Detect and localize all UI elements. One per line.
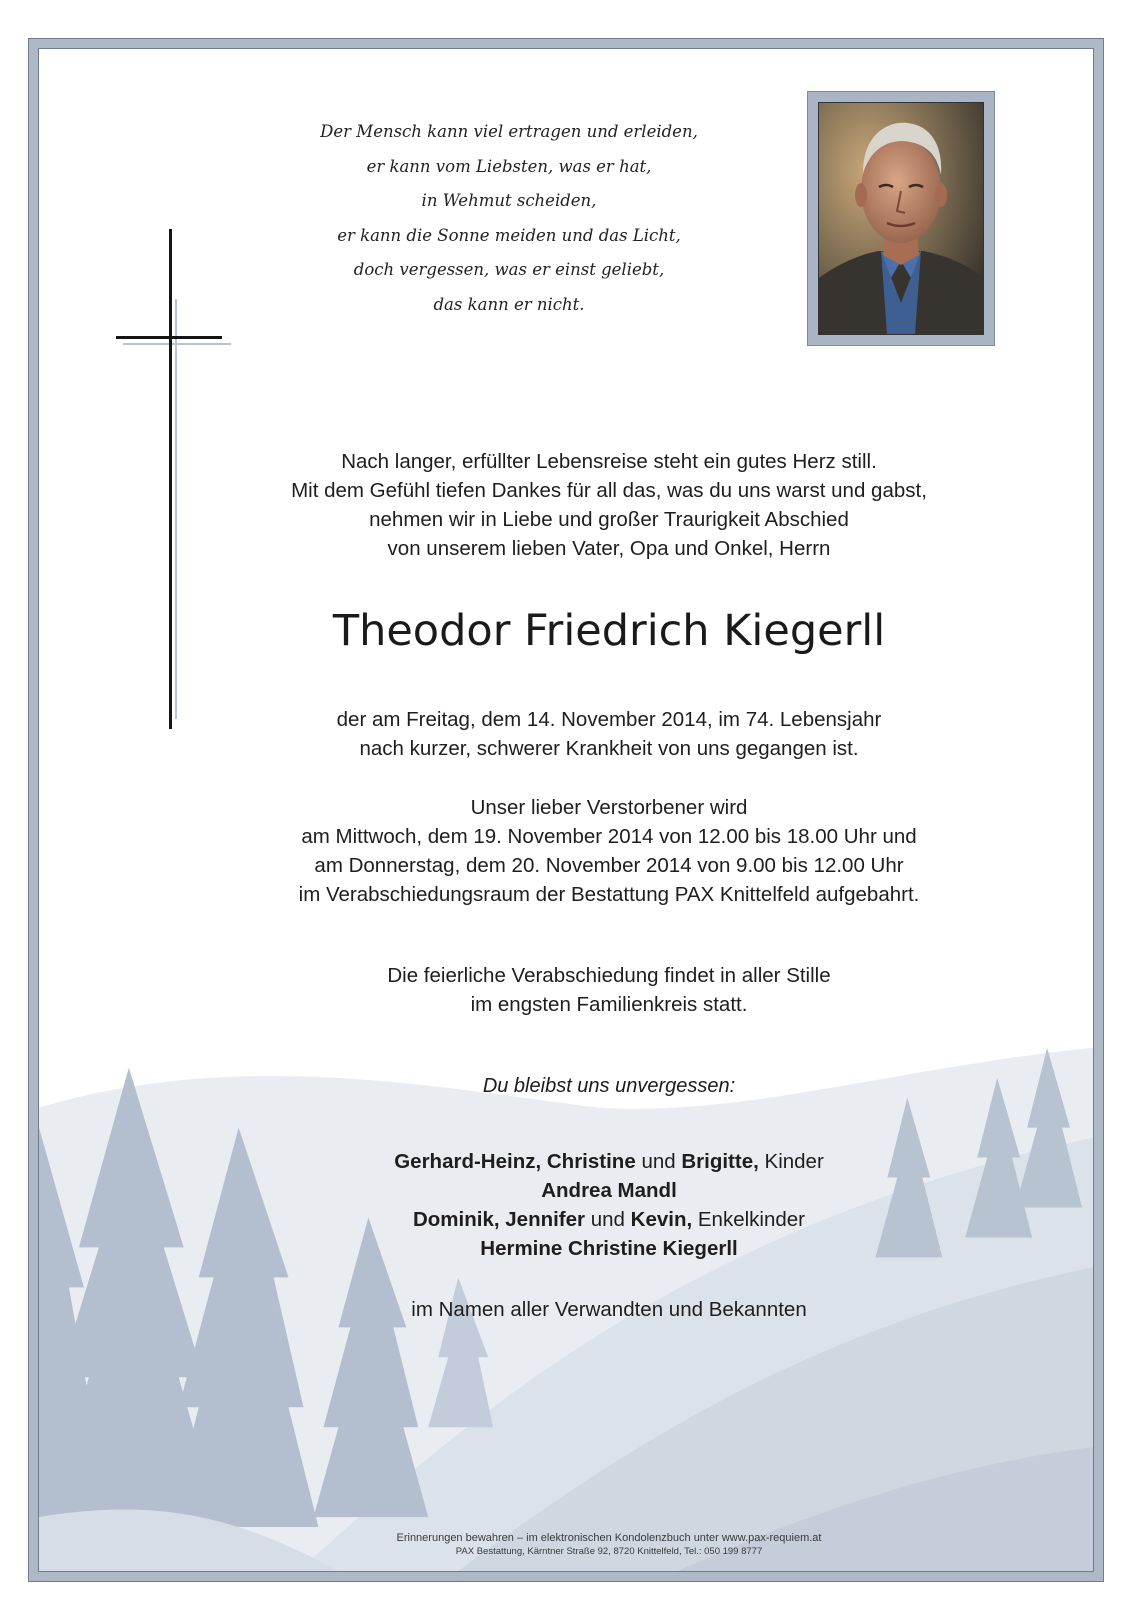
footer-condolence-link[interactable]: Erinnerungen bewahren – im elektronischen Kondolenzbuch unter www.pax-requiem.at xyxy=(396,1532,822,1544)
cross-shadow-horizontal xyxy=(123,343,231,345)
death-line: der am Freitag, dem 14. November 2014, im 74. Lebensjahr xyxy=(336,708,882,731)
viewing-line: am Mittwoch, dem 19. November 2014 von 12.00 bis 18.00 Uhr und xyxy=(301,825,917,848)
cross-icon-vertical xyxy=(169,229,172,729)
mourners-row xyxy=(209,1176,1009,1205)
intro-line: Nach langer, erfüllter Lebensreise steht ein gutes Herz still. xyxy=(341,450,877,473)
intro-line: nehmen wir in Liebe und großer Traurigkeit Abschied xyxy=(369,508,849,531)
footer xyxy=(209,1531,1009,1558)
mourner-name: Jennifer xyxy=(505,1208,586,1231)
farewell-line: Die feierliche Verabschiedung findet in aller Stille xyxy=(387,964,831,987)
poem-line: in Wehmut scheiden, xyxy=(421,191,597,210)
viewing-line: im Verabschiedungsraum der Bestattung PAX Knittelfeld aufgebahrt. xyxy=(298,883,920,906)
death-line: nach kurzer, schwerer Krankheit von uns gegangen ist. xyxy=(359,737,859,760)
mourners-list xyxy=(209,1147,1009,1263)
mourner-name: Kevin, xyxy=(630,1208,693,1231)
relation-text: Kinder xyxy=(764,1150,824,1173)
joiner-text: und xyxy=(590,1208,625,1231)
poem-line: er kann die Sonne meiden und das Licht, xyxy=(337,225,681,245)
poem-line: Der Mensch kann viel ertragen und erleiden, xyxy=(320,122,698,141)
mourner-name: Dominik, xyxy=(412,1208,500,1231)
cross-icon-horizontal xyxy=(116,336,222,339)
farewell-line: im engsten Familienkreis statt. xyxy=(470,993,748,1016)
poem-line: doch vergessen, was er einst geliebt, xyxy=(353,260,665,279)
viewing-details xyxy=(209,793,1009,909)
intro-line: Mit dem Gefühl tiefen Dankes für all das, was du uns warst und gabst, xyxy=(291,479,927,502)
poem-line: das kann er nicht. xyxy=(433,294,585,314)
farewell-details xyxy=(209,961,1009,1019)
death-details xyxy=(209,705,1009,763)
mourners-row xyxy=(209,1234,1009,1263)
relation-text: Enkelkinder xyxy=(697,1208,805,1231)
motto: Du bleibst uns unvergessen: xyxy=(482,1075,736,1097)
intro-line: von unserem lieben Vater, Opa und Onkel, Herrn xyxy=(387,537,831,560)
poem xyxy=(299,115,719,322)
deceased-name: Theodor Friedrich Kiegerll xyxy=(332,606,886,656)
closing-line: im Namen aller Verwandten und Bekannten xyxy=(411,1298,807,1321)
portrait-photo xyxy=(818,102,984,335)
viewing-line: Unser lieber Verstorbener wird xyxy=(470,796,748,819)
mourner-name: Hermine Christine Kiegerll xyxy=(480,1237,738,1260)
mourner-name: Andrea Mandl xyxy=(541,1179,677,1202)
cross-shadow-vertical xyxy=(175,299,177,719)
poem-line: er kann vom Liebsten, was er hat, xyxy=(366,156,652,176)
mourner-name: Gerhard-Heinz, xyxy=(394,1150,542,1173)
intro-text xyxy=(209,447,1009,563)
mourners-row xyxy=(209,1205,1009,1234)
portrait-frame xyxy=(807,91,995,346)
mourner-name: Christine xyxy=(546,1150,636,1173)
closing-text xyxy=(209,1295,1009,1324)
mourners-row xyxy=(209,1147,1009,1176)
viewing-line: am Donnerstag, dem 20. November 2014 von 9.00 bis 12.00 Uhr xyxy=(314,854,904,877)
notice-card xyxy=(38,48,1094,1572)
joiner-text: und xyxy=(641,1150,676,1173)
footer-address: PAX Bestattung, Kärntner Straße 92, 8720 Knittelfeld, Tel.: 050 199 8777 xyxy=(455,1546,763,1557)
mourner-name: Brigitte, xyxy=(681,1150,759,1173)
